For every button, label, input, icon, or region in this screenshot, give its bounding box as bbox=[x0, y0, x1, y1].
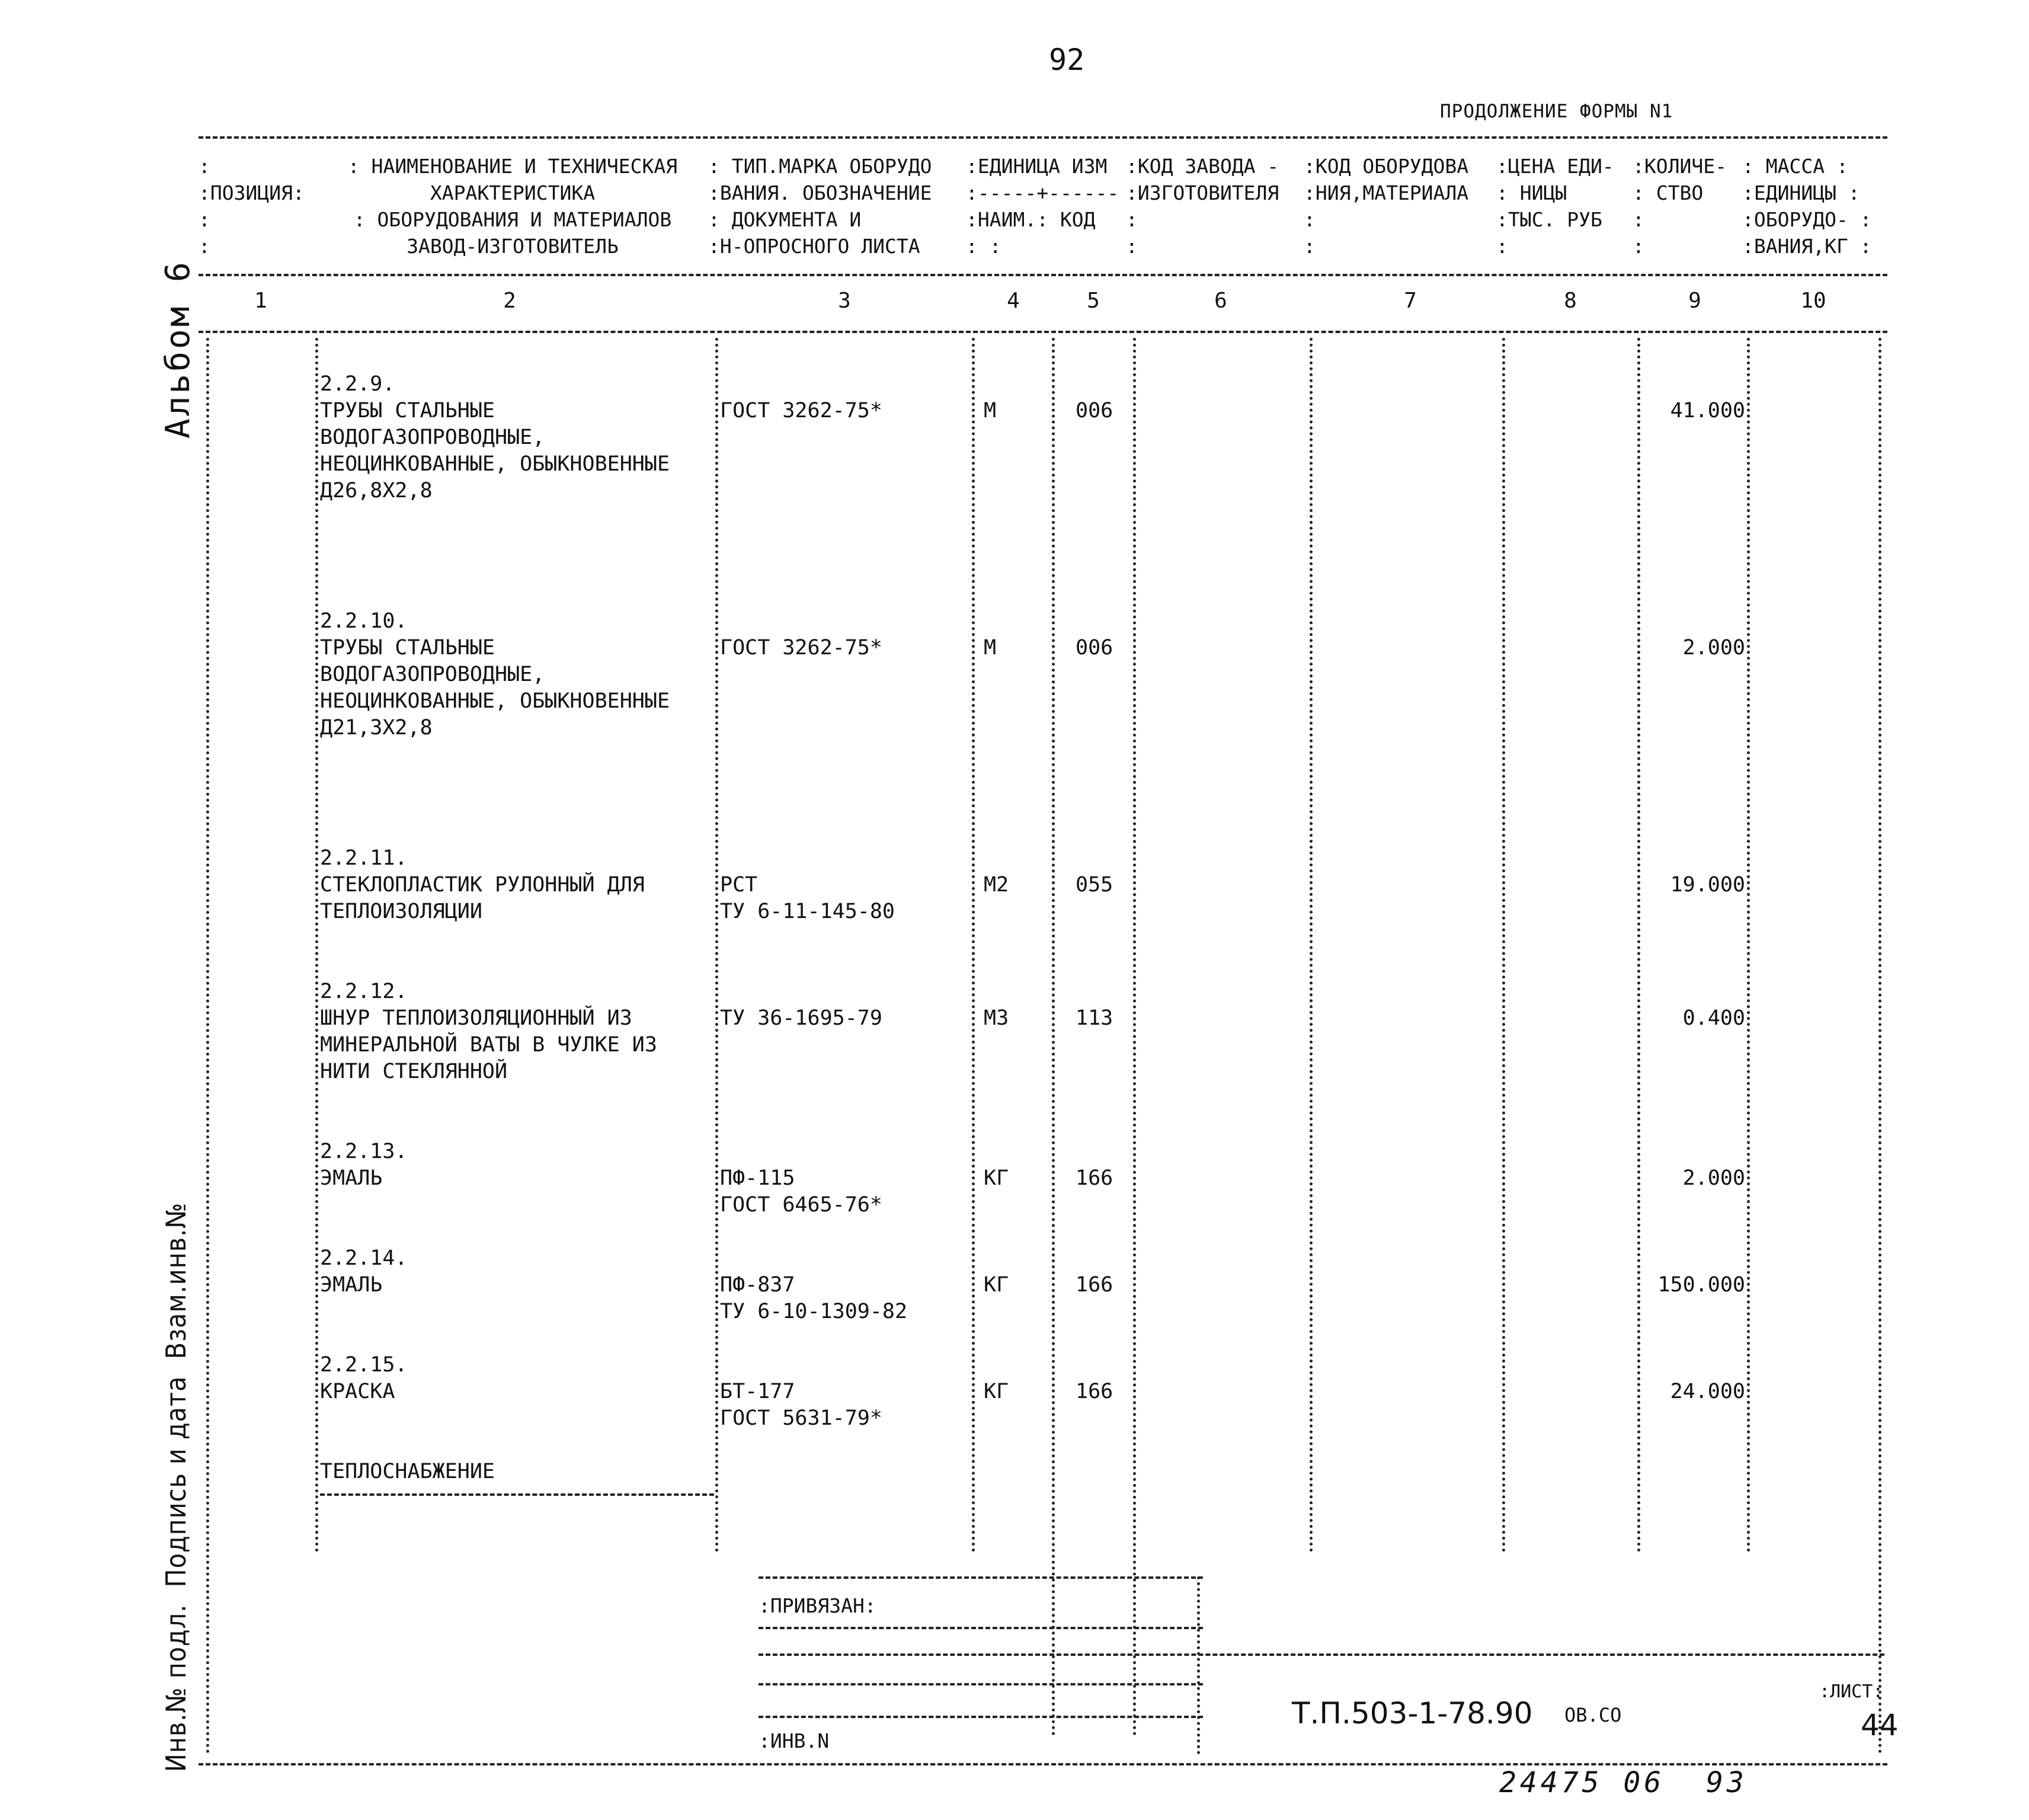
section-footer: ТЕПЛОСНАБЖЕНИЕ bbox=[320, 1460, 495, 1483]
row-7-code: 166 bbox=[1076, 1380, 1113, 1403]
colnum-4: 4 bbox=[1007, 289, 1020, 313]
col-line-3 bbox=[972, 338, 975, 1553]
row-7-qty: 24.000 bbox=[1670, 1380, 1745, 1403]
row-3-type: РСТ ТУ 6-11-145-80 bbox=[720, 873, 895, 923]
col-line-2 bbox=[715, 338, 718, 1553]
col-line-6 bbox=[1310, 338, 1313, 1553]
colnum-6: 6 bbox=[1214, 289, 1227, 313]
row-4-type: ТУ 36-1695-79 bbox=[720, 1006, 882, 1030]
row-1-qty: 41.000 bbox=[1670, 399, 1745, 423]
row-2-name: ТРУБЫ СТАЛЬНЫЕ ВОДОГАЗОПРОВОДНЫЕ, НЕОЦИНКОВАННЫЕ, ОБЫКНОВЕННЫЕ Д21,3Х2,8 bbox=[320, 636, 670, 740]
row-4-code: 113 bbox=[1076, 1006, 1113, 1030]
album-label: Альбом 6 bbox=[159, 260, 197, 439]
row-7-name: КРАСКА bbox=[320, 1380, 395, 1403]
archive-number: 24475 06 93 bbox=[1499, 1766, 1748, 1799]
doc-suffix: ОВ.СО bbox=[1564, 1704, 1622, 1726]
stamp-line-5 bbox=[759, 1716, 1203, 1718]
colnum-5: 5 bbox=[1087, 289, 1100, 313]
row-2-qty: 2.000 bbox=[1682, 636, 1745, 660]
row-1-code: 006 bbox=[1076, 399, 1113, 423]
row-5-qty: 2.000 bbox=[1682, 1166, 1745, 1190]
col-line-4 bbox=[1052, 338, 1055, 1736]
doc-code: Т.П.503-1-78.90 bbox=[1292, 1696, 1533, 1731]
header-col7: :КОД ОБОРУДОВА :НИЯ,МАТЕРИАЛА : : bbox=[1304, 155, 1469, 258]
row-3-qty: 19.000 bbox=[1670, 873, 1745, 897]
stamp-inv-label: :ИНВ.N bbox=[759, 1729, 830, 1752]
row-5-unit: КГ bbox=[984, 1166, 1009, 1190]
header-bottom-line bbox=[199, 274, 1887, 276]
header-col2: : НАИМЕНОВАНИЕ И ТЕХНИЧЕСКАЯ ХАРАКТЕРИСТИКА : ОБОРУДОВАНИЯ И МАТЕРИАЛОВ ЗАВОД-ИЗГОТОВИТЕЛЬ bbox=[347, 155, 678, 258]
stamp-line-3 bbox=[759, 1653, 1884, 1656]
row-2-position: 2.2.10. bbox=[320, 609, 408, 633]
colnum-9: 9 bbox=[1688, 289, 1701, 313]
col-line-8 bbox=[1637, 338, 1640, 1553]
col-line-9 bbox=[1747, 338, 1750, 1553]
header-col8: :ЦЕНА ЕДИ- : НИЦЫ :ТЫС. РУБ : bbox=[1496, 155, 1614, 258]
stamp-line-1 bbox=[759, 1576, 1203, 1579]
row-2-type: ГОСТ 3262-75* bbox=[720, 636, 882, 660]
row-7-unit: КГ bbox=[984, 1380, 1009, 1403]
continuation-label: ПРОДОЛЖЕНИЕ ФОРМЫ N1 bbox=[1440, 101, 1673, 122]
row-6-qty: 150.000 bbox=[1657, 1273, 1745, 1297]
col-line-7 bbox=[1502, 338, 1505, 1553]
row-1-type: ГОСТ 3262-75* bbox=[720, 399, 882, 423]
row-5-name: ЭМАЛЬ bbox=[320, 1166, 383, 1190]
row-4-position: 2.2.12. bbox=[320, 980, 408, 1003]
sheet-label: :ЛИСТ: bbox=[1819, 1681, 1884, 1702]
colnum-3: 3 bbox=[838, 289, 851, 313]
row-5-type: ПФ-115 ГОСТ 6465-76* bbox=[720, 1166, 882, 1217]
row-6-code: 166 bbox=[1076, 1273, 1113, 1297]
col-line-left bbox=[206, 338, 209, 1754]
row-6-unit: КГ bbox=[984, 1273, 1009, 1297]
row-1-unit: М bbox=[984, 399, 997, 423]
row-2-code: 006 bbox=[1076, 636, 1113, 660]
row-6-position: 2.2.14. bbox=[320, 1246, 408, 1270]
colnum-2: 2 bbox=[503, 289, 516, 313]
header-col3: : ТИП.МАРКА ОБОРУДО :ВАНИЯ. ОБОЗНАЧЕНИЕ : ДОКУМЕНТА И :Н-ОПРОСНОГО ЛИСТА bbox=[708, 155, 932, 258]
row-6-type: ПФ-837 ТУ 6-10-1309-82 bbox=[720, 1273, 908, 1323]
row-4-unit: М3 bbox=[984, 1006, 1009, 1030]
row-1-position: 2.2.9. bbox=[320, 372, 395, 396]
table-bottom-line bbox=[199, 1763, 1887, 1765]
row-7-position: 2.2.15. bbox=[320, 1353, 408, 1377]
colnum-8: 8 bbox=[1564, 289, 1577, 313]
stamp-line-4 bbox=[759, 1683, 1203, 1685]
stamp-divider bbox=[1197, 1576, 1200, 1754]
header-col10: : МАССА : :ЕДИНИЦЫ : :ОБОРУДО- : :ВАНИЯ,КГ : bbox=[1742, 155, 1872, 258]
header-col6: :КОД ЗАВОДА - :ИЗГОТОВИТЕЛЯ : : bbox=[1126, 155, 1279, 258]
header-col1: : :ПОЗИЦИЯ: : : bbox=[199, 155, 305, 258]
header-col9: :КОЛИЧЕ- : СТВО : : bbox=[1633, 155, 1727, 258]
colnum-bottom-line bbox=[199, 331, 1887, 333]
col-line-right bbox=[1878, 338, 1881, 1754]
row-4-qty: 0.400 bbox=[1682, 1006, 1745, 1030]
sheet-number: 44 bbox=[1861, 1708, 1899, 1742]
row-7-type: БТ-177 ГОСТ 5631-79* bbox=[720, 1380, 882, 1430]
stamp-line-2 bbox=[759, 1627, 1203, 1629]
row-3-name: СТЕКЛОПЛАСТИК РУЛОННЫЙ ДЛЯ ТЕПЛОИЗОЛЯЦИИ bbox=[320, 873, 645, 923]
row-3-unit: М2 bbox=[984, 873, 1009, 897]
row-6-name: ЭМАЛЬ bbox=[320, 1273, 383, 1297]
colnum-7: 7 bbox=[1404, 289, 1417, 313]
row-1-name: ТРУБЫ СТАЛЬНЫЕ ВОДОГАЗОПРОВОДНЫЕ, НЕОЦИНКОВАННЫЕ, ОБЫКНОВЕННЫЕ Д26,8Х2,8 bbox=[320, 399, 670, 503]
row-2-unit: М bbox=[984, 636, 997, 660]
row-5-code: 166 bbox=[1076, 1166, 1113, 1190]
stamp-tied-label: :ПРИВЯЗАН: bbox=[759, 1594, 876, 1617]
col-line-1 bbox=[315, 338, 318, 1553]
col-line-5 bbox=[1133, 338, 1136, 1736]
sidebar-stamp: Инв.№ подл. Подпись и дата Взам.инв.№ bbox=[160, 1202, 192, 1772]
row-5-position: 2.2.13. bbox=[320, 1140, 408, 1163]
row-3-position: 2.2.11. bbox=[320, 846, 408, 870]
colnum-1: 1 bbox=[254, 289, 267, 313]
header-col45: :ЕДИНИЦА ИЗМ :-----+------ :НАИМ.: КОД : : bbox=[966, 155, 1119, 258]
row-4-name: ШНУР ТЕПЛОИЗОЛЯЦИОННЫЙ ИЗ МИНЕРАЛЬНОЙ ВАТЫ В ЧУЛКЕ ИЗ НИТИ СТЕКЛЯННОЙ bbox=[320, 1006, 657, 1083]
section-underline bbox=[320, 1493, 714, 1496]
row-3-code: 055 bbox=[1076, 873, 1113, 897]
colnum-10: 10 bbox=[1800, 289, 1826, 313]
page-number: 92 bbox=[1049, 43, 1085, 77]
table-top-line bbox=[199, 136, 1887, 139]
